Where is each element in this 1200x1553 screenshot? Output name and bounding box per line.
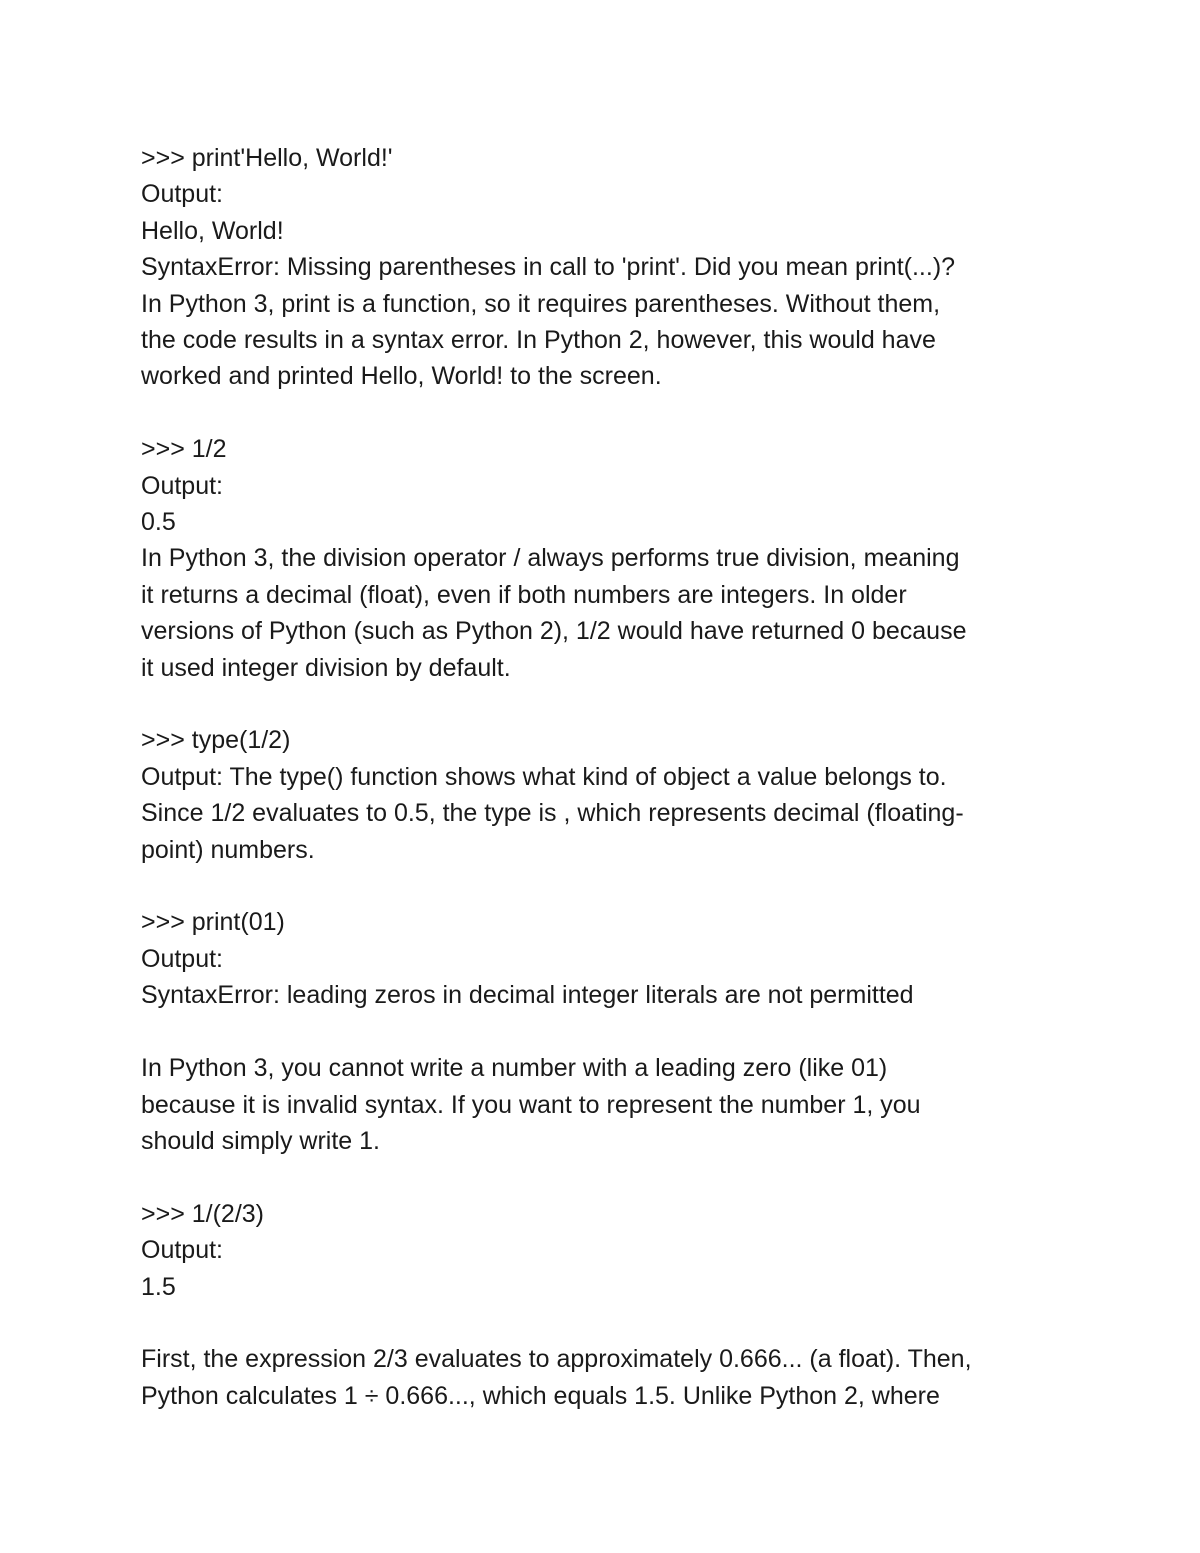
output-value: 0.5 <box>141 508 176 537</box>
explanation-line: Since 1/2 evaluates to 0.5, the type is , which represents decimal (floating- <box>141 799 964 828</box>
document-body <box>141 140 1071 1414</box>
code-line: >>> 1/2 <box>141 435 227 464</box>
output-label: Output: <box>141 180 223 209</box>
section-leading-zero <box>141 904 1071 1013</box>
explanation-line: because it is invalid syntax. If you want to represent the number 1, you <box>141 1090 921 1119</box>
section-spacer <box>141 1159 1071 1195</box>
error-message: SyntaxError: Missing parentheses in call to 'print'. Did you mean print(...)? <box>141 253 956 282</box>
section-leading-zero-explanation <box>141 1050 1071 1159</box>
section-type <box>141 722 1071 868</box>
explanation-line: should simply write 1. <box>141 1126 380 1155</box>
output-label: Output: <box>141 471 223 500</box>
code-line: >>> 1/(2/3) <box>141 1199 264 1228</box>
explanation-line: In Python 3, you cannot write a number with a leading zero (like 01) <box>141 1054 888 1083</box>
section-spacer <box>141 395 1071 431</box>
explanation-line: versions of Python (such as Python 2), 1/2 would have returned 0 because <box>141 617 967 646</box>
output-label: Output: <box>141 1236 223 1265</box>
code-line: >>> print'Hello, World!' <box>141 144 393 172</box>
section-spacer <box>141 686 1071 722</box>
explanation-line: First, the expression 2/3 evaluates to approximately 0.666... (a float). Then, <box>141 1345 972 1374</box>
explanation-line: point) numbers. <box>141 835 315 864</box>
explanation-line: the code results in a syntax error. In Python 2, however, this would have <box>141 326 936 355</box>
output-value: Hello, World! <box>141 216 284 245</box>
explanation-line: it used integer division by default. <box>141 653 511 682</box>
section-nested-division-explanation <box>141 1341 1071 1414</box>
explanation-line: In Python 3, the division operator / always performs true division, meaning <box>141 544 960 573</box>
explanation-line: worked and printed Hello, World! to the screen. <box>141 362 662 391</box>
output-label: Output: <box>141 944 223 973</box>
section-spacer <box>141 1014 1071 1050</box>
error-message: SyntaxError: leading zeros in decimal integer literals are not permitted <box>141 981 914 1010</box>
section-spacer <box>141 868 1071 904</box>
code-line: >>> print(01) <box>141 908 285 937</box>
section-spacer <box>141 1305 1071 1341</box>
explanation-line: it returns a decimal (float), even if both numbers are integers. In older <box>141 580 907 609</box>
explanation-line: Python calculates 1 ÷ 0.666..., which equals 1.5. Unlike Python 2, where <box>141 1381 940 1410</box>
explanation-line: Output: The type() function shows what kind of object a value belongs to. <box>141 762 947 791</box>
section-division <box>141 431 1071 686</box>
explanation-line: In Python 3, print is a function, so it requires parentheses. Without them, <box>141 289 941 318</box>
output-value: 1.5 <box>141 1272 176 1301</box>
section-print-hello-world <box>141 140 1071 395</box>
section-nested-division <box>141 1196 1071 1305</box>
code-line: >>> type(1/2) <box>141 726 291 755</box>
